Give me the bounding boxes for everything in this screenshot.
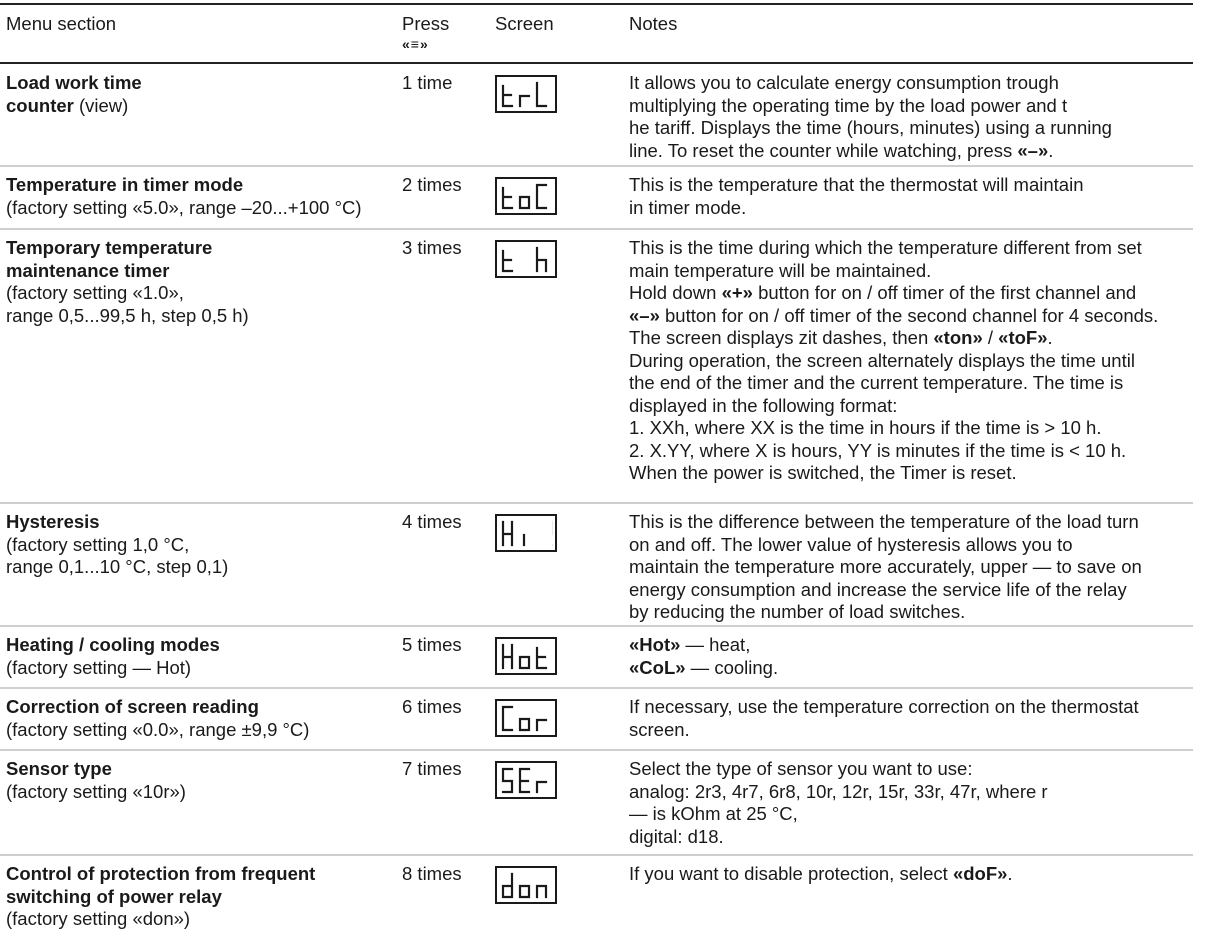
- notes-line: [629, 282, 1214, 305]
- header-screen: Screen: [495, 13, 554, 34]
- lcd-display-icon: [495, 177, 557, 215]
- notes-cell: [629, 863, 1214, 886]
- lcd-segments: [501, 519, 553, 549]
- notes-button-ref: «CoL»: [629, 656, 686, 678]
- menu-section-title: switching of power relay: [6, 885, 222, 907]
- table-header: [0, 13, 1218, 61]
- notes-text: he tariff. Displays the time (hours, minutes) using a running: [629, 117, 1112, 138]
- factory-setting-text: (factory setting «10r»): [6, 780, 186, 802]
- factory-setting-text: (factory setting «1.0»,: [6, 282, 184, 303]
- notes-text: /: [982, 327, 999, 348]
- notes-text: This is the difference between the temperature of the load turn: [629, 511, 1139, 532]
- row-divider: [0, 749, 1193, 751]
- menu-section-suffix: (view): [73, 94, 129, 116]
- lcd-char: [503, 251, 512, 271]
- menu-section-title-line: [6, 863, 396, 886]
- lcd-char: [503, 874, 512, 897]
- notes-text: This is the time during which the temperature different from set: [629, 237, 1142, 258]
- notes-line: [629, 534, 1214, 557]
- notes-cell: [629, 511, 1214, 624]
- factory-setting-text: (factory setting «5.0», range –20...+100 °C): [6, 196, 362, 218]
- lcd-char: [520, 769, 529, 792]
- notes-text: — cooling.: [685, 656, 779, 678]
- notes-line: [629, 140, 1214, 163]
- notes-text: The screen displays zit dashes, then: [629, 327, 934, 348]
- lcd-char: [537, 886, 546, 897]
- lcd-segments: [501, 766, 553, 796]
- lcd-display-icon: [495, 75, 557, 113]
- notes-text: button for on / off timer of the first channel and: [752, 282, 1137, 303]
- notes-line: [629, 579, 1214, 602]
- menu-section-title: Control of protection from frequent: [6, 863, 316, 884]
- header-menu-section: Menu section: [6, 13, 117, 34]
- factory-setting-text: (factory setting «don»): [6, 908, 191, 929]
- notes-line: [629, 117, 1214, 140]
- notes-text: During operation, the screen alternately displays the time until: [629, 349, 1135, 371]
- notes-text: Hold down: [629, 282, 722, 303]
- header-press: [402, 13, 487, 52]
- notes-text: the end of the timer and the current temperature. The time is: [629, 372, 1124, 393]
- menu-section-title-line: [6, 237, 396, 260]
- lcd-char: [503, 707, 512, 730]
- notes-button-ref: «–»: [629, 304, 660, 326]
- lcd-char: [520, 197, 529, 208]
- notes-text: on and off. The lower value of hysteresis allows you to: [629, 533, 1073, 555]
- lcd-char: [537, 782, 546, 792]
- notes-text: button for on / off timer of the second channel for 4 seconds.: [659, 304, 1159, 326]
- lcd-char: [537, 185, 546, 208]
- menu-section-title: maintenance timer: [6, 259, 170, 281]
- notes-text: main temperature will be maintained.: [629, 259, 932, 281]
- menu-section-title-line: [6, 72, 396, 95]
- lcd-segments: [501, 704, 553, 734]
- notes-text: If you want to disable protection, select: [629, 863, 953, 884]
- notes-text: Select the type of sensor you want to use:: [629, 758, 973, 779]
- notes-text: digital: d18.: [629, 825, 724, 847]
- notes-line: [629, 305, 1214, 328]
- notes-text: — heat,: [680, 634, 751, 655]
- notes-cell: [629, 237, 1214, 485]
- header-notes: Notes: [629, 13, 678, 34]
- lcd-display-icon: [495, 514, 557, 552]
- lcd-char: [537, 83, 546, 106]
- menu-section-title-line: [6, 634, 396, 657]
- notes-line: [629, 601, 1214, 624]
- notes-line: [629, 758, 1214, 781]
- menu-section-cell: [6, 511, 396, 579]
- menu-section-cell: [6, 174, 396, 219]
- press-count: 4 times: [402, 511, 462, 532]
- menu-section-title-line: [6, 511, 396, 534]
- press-count: 3 times: [402, 237, 462, 258]
- notes-text: It allows you to calculate energy consumption trough: [629, 72, 1059, 93]
- notes-text: in timer mode.: [629, 196, 747, 218]
- press-count: 5 times: [402, 634, 462, 655]
- lcd-char: [503, 86, 512, 106]
- notes-line: [629, 95, 1214, 118]
- notes-line: [629, 350, 1214, 373]
- lcd-display-icon: [495, 761, 557, 799]
- notes-line: [629, 511, 1214, 534]
- notes-cell: [629, 758, 1214, 848]
- notes-text: line. To reset the counter while watching, press: [629, 139, 1018, 161]
- notes-text: When the power is switched, the Timer is reset.: [629, 462, 1017, 483]
- menu-section-title: Correction of screen reading: [6, 696, 259, 717]
- row-divider: [0, 228, 1193, 230]
- notes-text: by reducing the number of load switches.: [629, 601, 966, 622]
- lcd-segments: [501, 245, 553, 275]
- lcd-char: [520, 96, 529, 106]
- notes-line: [629, 237, 1214, 260]
- lcd-char: [537, 248, 546, 271]
- menu-section-cell: [6, 696, 396, 741]
- notes-button-ref: «–»: [1017, 139, 1049, 161]
- notes-line: [629, 556, 1214, 579]
- press-count: 6 times: [402, 696, 462, 717]
- factory-setting-text: range 0,1...10 °C, step 0,1): [6, 556, 229, 577]
- notes-line: [629, 803, 1214, 826]
- notes-text: multiplying the operating time by the load power and t: [629, 94, 1068, 116]
- factory-setting-text: range 0,5...99,5 h, step 0,5 h): [6, 304, 249, 326]
- menu-button-icon: «≡»: [402, 35, 429, 52]
- menu-section-title-line: [6, 95, 396, 118]
- lcd-char: [537, 720, 546, 730]
- menu-section-title: Sensor type: [6, 758, 112, 779]
- menu-section-title: Load work time: [6, 72, 142, 93]
- header-divider: [0, 62, 1193, 64]
- notes-line: [629, 863, 1214, 886]
- notes-line: [629, 372, 1214, 395]
- menu-section-title: Heating / cooling modes: [6, 634, 220, 655]
- lcd-segments: [501, 182, 553, 212]
- notes-text: maintain the temperature more accurately, upper — to save on: [629, 556, 1142, 577]
- factory-setting-text: (factory setting — Hot): [6, 656, 192, 678]
- notes-line: [629, 174, 1214, 197]
- menu-section-title-line: [6, 260, 396, 283]
- menu-section-title-line: [6, 886, 396, 909]
- lcd-char: [503, 645, 512, 668]
- notes-cell: [629, 174, 1214, 219]
- notes-text: .: [1047, 327, 1053, 348]
- notes-button-ref: «+»: [721, 282, 753, 303]
- notes-line: [629, 417, 1214, 440]
- lcd-segments: [501, 871, 553, 901]
- menu-section-title: Temperature in timer mode: [6, 174, 244, 195]
- lcd-display-icon: [495, 637, 557, 675]
- press-count: 7 times: [402, 758, 462, 779]
- lcd-char: [520, 886, 529, 897]
- notes-line: [629, 197, 1214, 220]
- notes-line: [629, 395, 1214, 418]
- lcd-char: [537, 648, 546, 668]
- notes-text: 1. XXh, where XX is the time in hours if the time is > 10 h.: [629, 417, 1102, 438]
- menu-section-cell: [6, 634, 396, 679]
- notes-line: [629, 719, 1214, 742]
- lcd-segments: [501, 80, 553, 110]
- lcd-display-icon: [495, 699, 557, 737]
- notes-line: [629, 462, 1214, 485]
- notes-line: [629, 72, 1214, 95]
- notes-button-ref: «Hot»: [629, 634, 681, 655]
- lcd-char: [520, 657, 529, 668]
- row-divider: [0, 165, 1193, 167]
- row-divider: [0, 502, 1193, 504]
- press-count: 2 times: [402, 174, 462, 195]
- factory-setting-text: (factory setting «0.0», range ±9,9 °C): [6, 718, 310, 740]
- lcd-char: [503, 769, 512, 792]
- notes-text: .: [1048, 139, 1054, 161]
- lcd-char: [503, 522, 512, 545]
- notes-text: This is the temperature that the thermostat will maintain: [629, 174, 1084, 195]
- header-press-label: Press: [402, 13, 450, 34]
- menu-section-title-line: [6, 696, 396, 719]
- notes-line: [629, 696, 1214, 719]
- menu-section-title-line: [6, 758, 396, 781]
- notes-text: — is kOhm at 25 °C,: [629, 803, 798, 824]
- menu-section-title: Temporary temperature: [6, 237, 213, 258]
- notes-line: [629, 657, 1214, 680]
- menu-section-cell: [6, 72, 396, 117]
- menu-section-cell: [6, 758, 396, 803]
- notes-button-ref: «doF»: [952, 863, 1008, 884]
- notes-line: [629, 327, 1214, 350]
- notes-cell: [629, 696, 1214, 741]
- menu-section-title: counter: [6, 94, 74, 116]
- notes-line: [629, 634, 1214, 657]
- row-divider: [0, 854, 1193, 856]
- press-count: 1 time: [402, 72, 453, 93]
- notes-text: screen.: [629, 718, 690, 740]
- row-divider: [0, 625, 1193, 627]
- menu-section-cell: [6, 863, 396, 931]
- notes-cell: [629, 72, 1214, 162]
- lcd-segments: [501, 642, 553, 672]
- menu-section-title: Hysteresis: [6, 511, 100, 532]
- lcd-char: [520, 719, 529, 730]
- notes-text: analog: 2r3, 4r7, 6r8, 10r, 12r, 15r, 33r, 47r, where r: [629, 780, 1048, 802]
- notes-text: energy consumption and increase the service life of the relay: [629, 578, 1127, 600]
- notes-text: .: [1007, 863, 1013, 884]
- table-top-border: [0, 3, 1193, 5]
- lcd-display-icon: [495, 240, 557, 278]
- lcd-display-icon: [495, 866, 557, 904]
- notes-line: [629, 826, 1214, 849]
- notes-text: If necessary, use the temperature correction on the thermostat: [629, 696, 1139, 717]
- notes-text: displayed in the following format:: [629, 394, 898, 416]
- press-count: 8 times: [402, 863, 462, 884]
- row-divider: [0, 687, 1193, 689]
- notes-line: [629, 781, 1214, 804]
- notes-line: [629, 440, 1214, 463]
- notes-line: [629, 260, 1214, 283]
- notes-text: 2. X.YY, where X is hours, YY is minutes if the time is < 10 h.: [629, 439, 1127, 461]
- menu-section-cell: [6, 237, 396, 327]
- factory-setting-text: (factory setting 1,0 °C,: [6, 533, 190, 555]
- lcd-char: [503, 188, 512, 208]
- notes-button-ref: «ton»: [933, 327, 983, 348]
- notes-button-ref: «toF»: [998, 327, 1048, 348]
- menu-section-title-line: [6, 174, 396, 197]
- notes-cell: [629, 634, 1214, 679]
